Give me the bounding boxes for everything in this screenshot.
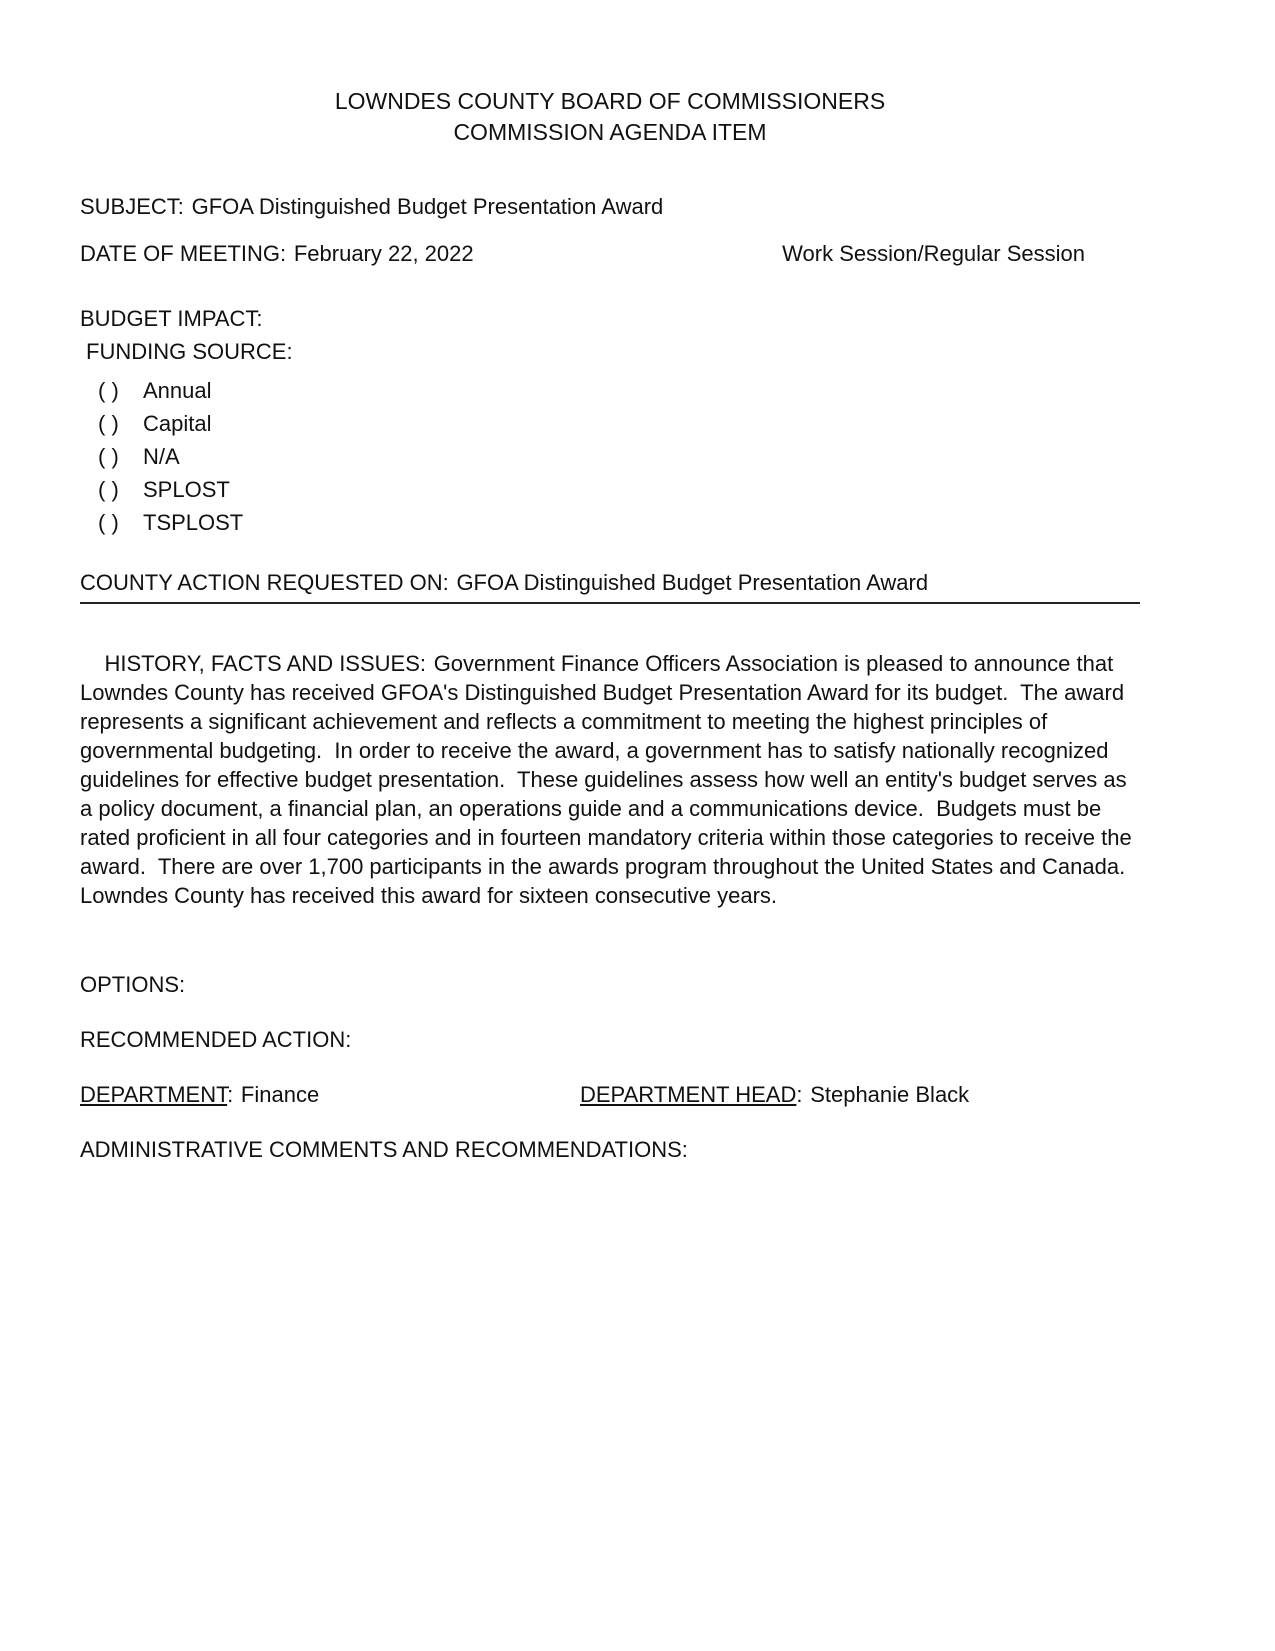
funding-option-annual: [80, 378, 1140, 404]
funding-source-row: [80, 337, 1140, 366]
subject-value: GFOA Distinguished Budget Presentation Award: [191, 194, 664, 219]
checkbox-empty-icon: ( ): [98, 477, 119, 503]
meeting-row: [80, 239, 1140, 268]
department-value: Finance: [240, 1082, 320, 1108]
department-block: [80, 1080, 580, 1109]
meeting-date: [80, 239, 474, 268]
options-row: [80, 970, 1140, 999]
document-title-line2: COMMISSION AGENDA ITEM: [453, 119, 767, 145]
funding-option-label: Annual: [143, 378, 212, 404]
budget-impact-row: [80, 304, 1140, 333]
admin-comments-label: ADMINISTRATIVE COMMENTS AND RECOMMENDATIONS:: [80, 1137, 688, 1163]
budget-impact-label: BUDGET IMPACT:: [80, 306, 263, 332]
session-type: Work Session/Regular Session: [782, 241, 1085, 267]
funding-option-splost: [80, 477, 1140, 503]
department-head-label: DEPARTMENT HEAD: [580, 1082, 797, 1108]
funding-source-label: FUNDING SOURCE:: [86, 339, 293, 365]
department-colon: :: [227, 1082, 234, 1108]
department-row: [80, 1080, 1140, 1109]
funding-option-label: N/A: [143, 444, 180, 470]
checkbox-empty-icon: ( ): [98, 444, 119, 470]
department-label: DEPARTMENT: [80, 1082, 228, 1108]
options-label: OPTIONS:: [80, 972, 186, 998]
admin-comments-row: [80, 1135, 1140, 1164]
meeting-date-label: DATE OF MEETING:: [80, 241, 287, 267]
county-action-label: COUNTY ACTION REQUESTED ON:: [80, 570, 449, 596]
history-paragraph: [80, 620, 1140, 939]
funding-option-tsplost: [80, 510, 1140, 536]
department-head-colon: :: [796, 1082, 803, 1108]
checkbox-empty-icon: ( ): [98, 411, 119, 437]
funding-option-label: SPLOST: [143, 477, 230, 503]
checkbox-empty-icon: ( ): [98, 510, 119, 536]
recommended-action-label: RECOMMENDED ACTION:: [80, 1027, 352, 1053]
subject-label: SUBJECT:: [80, 194, 184, 219]
recommended-action-row: [80, 1025, 1140, 1054]
history-label: HISTORY, FACTS AND ISSUES:: [104, 651, 426, 677]
county-action-row: [80, 568, 1140, 604]
county-action-value: GFOA Distinguished Budget Presentation Award: [456, 570, 929, 596]
funding-option-na: [80, 444, 1140, 470]
funding-option-capital: [80, 411, 1140, 437]
subject-row: [80, 192, 1140, 221]
funding-option-label: TSPLOST: [143, 510, 244, 536]
checkbox-empty-icon: ( ): [98, 378, 119, 404]
department-head-value: Stephanie Black: [810, 1082, 970, 1108]
department-head-block: [580, 1080, 969, 1109]
funding-option-label: Capital: [143, 411, 212, 437]
document-title-line1: LOWNDES COUNTY BOARD OF COMMISSIONERS: [334, 88, 886, 114]
document-header: [80, 86, 1140, 148]
meeting-date-value: February 22, 2022: [293, 241, 474, 267]
history-text: Government Finance Officers Association is pleased to announce that Lowndes County has received GFOA's Distinguished Budget Presentation Award for its budget. The award represents a significant achievement and reflects a commitment to meeting the highest principles of governmental budgeting. In order to receive the award, a government has to satisfy nationally recognized guidelines for effective budget presentation. These guidelines assess how well an entity's budget serves as a policy document, a financial plan, an operations guide and a communications device. Budgets must be rated proficient in all four categories and in fourteen mandatory criteria within those categories to receive the award. There are over 1,700 participants in the awards program throughout the United States and Canada. Lowndes County has received this award for sixteen consecutive years.: [80, 651, 1138, 909]
